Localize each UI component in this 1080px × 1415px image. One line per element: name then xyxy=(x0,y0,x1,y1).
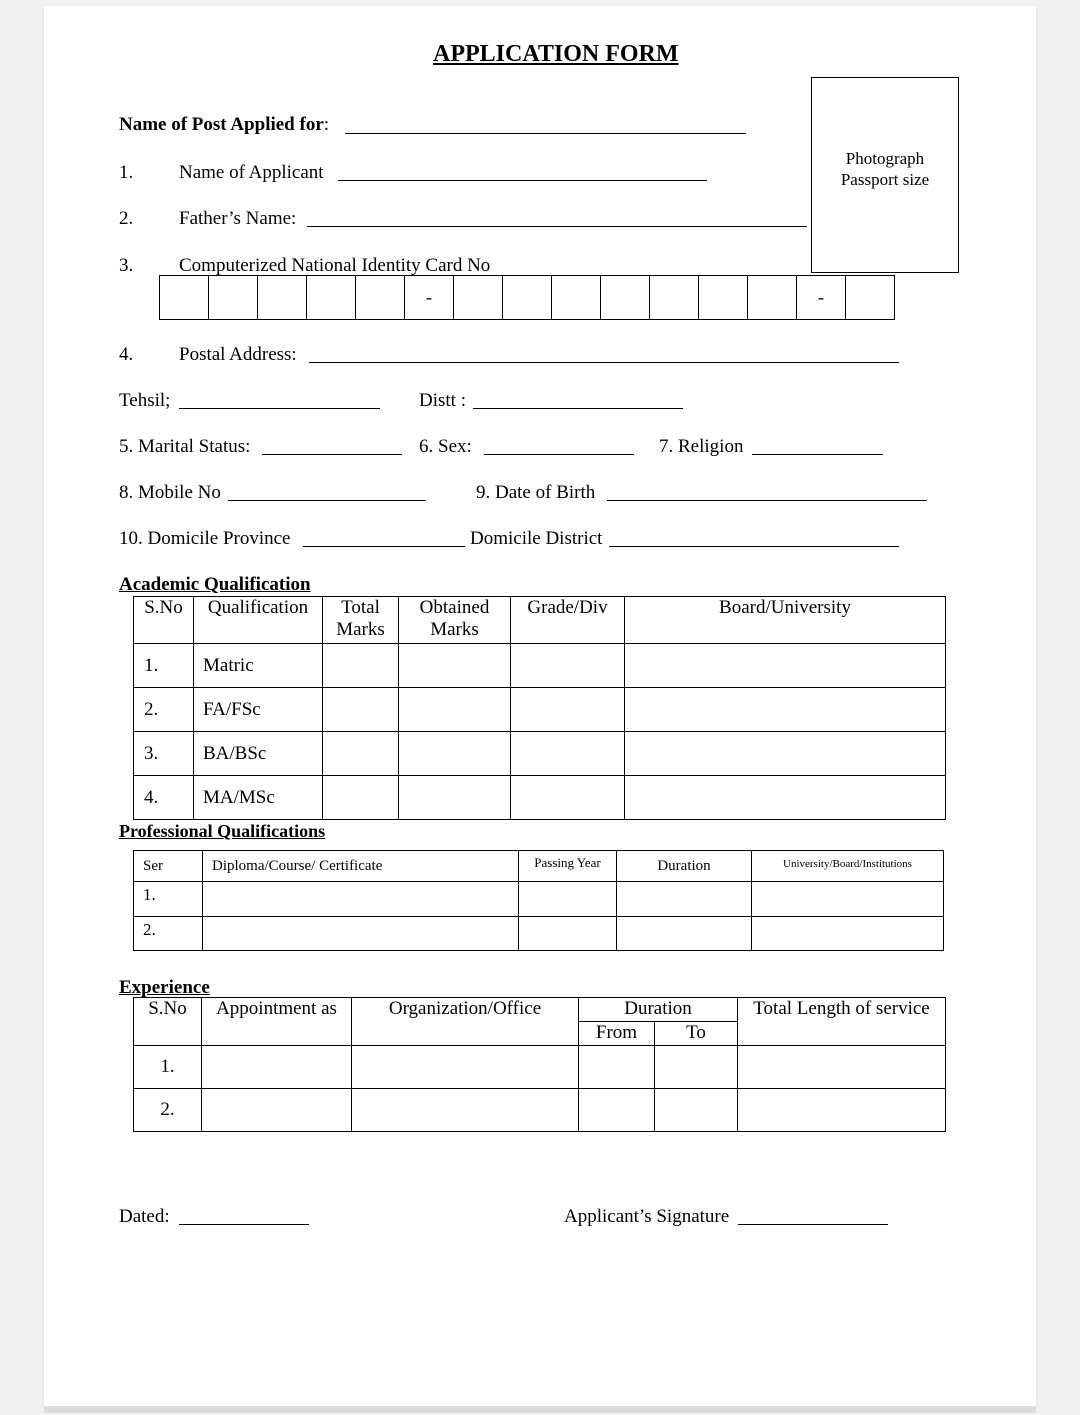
university-cell[interactable] xyxy=(752,917,944,951)
dated-label: Dated: xyxy=(119,1206,170,1227)
grade-cell[interactable] xyxy=(511,644,625,688)
duration-cell[interactable] xyxy=(617,917,752,951)
obtained-marks-cell[interactable] xyxy=(399,732,511,776)
dob-field[interactable] xyxy=(607,500,927,501)
row-sno: 2. xyxy=(134,688,194,732)
organization-cell[interactable] xyxy=(352,1089,579,1132)
cnic-digit-box[interactable] xyxy=(160,276,209,320)
table-row xyxy=(134,688,946,732)
grade-cell[interactable] xyxy=(511,688,625,732)
cnic-digit-box[interactable] xyxy=(699,276,748,320)
item-number-3: 3. xyxy=(119,255,134,276)
postal-address-field[interactable] xyxy=(309,362,899,363)
table-row xyxy=(134,1046,946,1089)
signature-label: Applicant’s Signature xyxy=(564,1206,730,1227)
table-row xyxy=(134,644,946,688)
table-row xyxy=(134,776,946,820)
row-qualification: FA/FSc xyxy=(194,688,323,732)
cnic-digit-box[interactable] xyxy=(748,276,797,320)
diploma-cell[interactable] xyxy=(203,882,519,917)
cnic-digit-box[interactable] xyxy=(258,276,307,320)
header-duration: Duration xyxy=(617,851,752,882)
row-sno: 4. xyxy=(134,776,194,820)
father-name-label: Father’s Name: xyxy=(179,208,297,229)
cnic-digit-box[interactable] xyxy=(503,276,552,320)
total-marks-cell[interactable] xyxy=(323,732,399,776)
total-length-cell[interactable] xyxy=(738,1046,946,1089)
to-cell[interactable] xyxy=(655,1089,738,1132)
row-sno: 3. xyxy=(134,732,194,776)
dated-field[interactable] xyxy=(179,1224,309,1225)
applicant-name-label: Name of Applicant xyxy=(179,162,324,183)
signature-field[interactable] xyxy=(738,1224,888,1225)
cnic-dash-box xyxy=(797,276,846,320)
obtained-marks-cell[interactable] xyxy=(399,688,511,732)
row-sno: 1. xyxy=(134,1046,202,1089)
header-to: To xyxy=(655,1022,738,1046)
marital-status-field[interactable] xyxy=(262,454,402,455)
header-qualification: Qualification xyxy=(194,597,323,644)
header-sno: S.No xyxy=(134,597,194,644)
page-bottom-edge xyxy=(44,1406,1036,1413)
cnic-digit-box[interactable] xyxy=(552,276,601,320)
item-number-2: 2. xyxy=(119,208,134,229)
from-cell[interactable] xyxy=(579,1046,655,1089)
tehsil-field[interactable] xyxy=(179,408,380,409)
header-passing-year: Passing Year xyxy=(519,851,617,882)
professional-header-row xyxy=(134,851,944,882)
distt-field[interactable] xyxy=(473,408,683,409)
sex-label: 6. Sex: xyxy=(419,436,472,457)
academic-heading: Academic Qualification xyxy=(119,574,311,595)
header-from: From xyxy=(579,1022,655,1046)
cnic-digit-box[interactable] xyxy=(356,276,405,320)
cnic-dash: - xyxy=(426,287,432,307)
cnic-digit-box[interactable] xyxy=(846,276,895,320)
table-row xyxy=(134,882,944,917)
religion-label: 7. Religion xyxy=(659,436,744,457)
row-ser: 2. xyxy=(134,917,203,951)
header-ser: Ser xyxy=(134,851,203,882)
dob-label: 9. Date of Birth xyxy=(476,482,596,503)
applicant-name-field[interactable] xyxy=(338,180,707,181)
header-university: University/Board/Institutions xyxy=(752,851,944,882)
board-cell[interactable] xyxy=(625,732,946,776)
table-row xyxy=(134,1089,946,1132)
header-total-length: Total Length of service xyxy=(738,998,946,1046)
board-cell[interactable] xyxy=(625,776,946,820)
passing-year-cell[interactable] xyxy=(519,917,617,951)
header-organization: Organization/Office xyxy=(352,998,579,1046)
row-ser: 1. xyxy=(134,882,203,917)
cnic-digit-box[interactable] xyxy=(454,276,503,320)
distt-label: Distt : xyxy=(419,390,466,411)
cnic-digit-box[interactable] xyxy=(650,276,699,320)
cnic-dash: - xyxy=(818,287,824,307)
mobile-label: 8. Mobile No xyxy=(119,482,221,503)
header-sno: S.No xyxy=(134,998,202,1046)
academic-header-row xyxy=(134,597,946,644)
father-name-field[interactable] xyxy=(307,226,807,227)
row-qualification: BA/BSc xyxy=(194,732,323,776)
board-cell[interactable] xyxy=(625,644,946,688)
duration-cell[interactable] xyxy=(617,882,752,917)
domicile-province-label: 10. Domicile Province xyxy=(119,528,291,549)
diploma-cell[interactable] xyxy=(203,917,519,951)
header-diploma: Diploma/Course/ Certificate xyxy=(203,851,519,882)
form-title: APPLICATION FORM xyxy=(433,41,679,67)
university-cell[interactable] xyxy=(752,882,944,917)
row-sno: 2. xyxy=(134,1089,202,1132)
header-board: Board/University xyxy=(625,597,946,644)
to-cell[interactable] xyxy=(655,1046,738,1089)
obtained-marks-cell[interactable] xyxy=(399,644,511,688)
board-cell[interactable] xyxy=(625,688,946,732)
experience-table xyxy=(133,997,946,1132)
header-grade: Grade/Div xyxy=(511,597,625,644)
table-row xyxy=(134,732,946,776)
header-total-marks: Total Marks xyxy=(323,597,399,644)
header-appointment: Appointment as xyxy=(202,998,352,1046)
row-qualification: Matric xyxy=(194,644,323,688)
grade-cell[interactable] xyxy=(511,776,625,820)
photograph-box[interactable] xyxy=(811,77,959,273)
total-marks-cell[interactable] xyxy=(323,776,399,820)
total-marks-cell[interactable] xyxy=(323,688,399,732)
experience-heading: Experience xyxy=(119,977,210,998)
post-applied-label: Name of Post Applied for: xyxy=(119,114,330,135)
item-number-1: 1. xyxy=(119,162,134,183)
cnic-boxes xyxy=(159,275,895,320)
row-qualification: MA/MSc xyxy=(194,776,323,820)
post-applied-field[interactable] xyxy=(345,133,746,134)
experience-header-row xyxy=(134,998,946,1022)
domicile-province-field[interactable] xyxy=(303,546,465,547)
header-obtained-marks: Obtained Marks xyxy=(399,597,511,644)
photo-label-line2: Passport size xyxy=(840,170,930,189)
appointment-cell[interactable] xyxy=(202,1089,352,1132)
mobile-field[interactable] xyxy=(228,500,426,501)
tehsil-label: Tehsil; xyxy=(119,390,171,411)
professional-table xyxy=(133,850,944,951)
marital-status-label: 5. Marital Status: xyxy=(119,436,251,457)
appointment-cell[interactable] xyxy=(202,1046,352,1089)
religion-field[interactable] xyxy=(752,454,883,455)
professional-heading: Professional Qualifications xyxy=(119,821,326,841)
cnic-digit-box[interactable] xyxy=(601,276,650,320)
cnic-label: Computerized National Identity Card No xyxy=(179,255,491,276)
item-number-4: 4. xyxy=(119,344,134,365)
total-length-cell[interactable] xyxy=(738,1089,946,1132)
academic-table xyxy=(133,596,946,820)
cnic-digit-box[interactable] xyxy=(209,276,258,320)
postal-address-label: Postal Address: xyxy=(179,344,297,365)
table-row xyxy=(134,917,944,951)
obtained-marks-cell[interactable] xyxy=(399,776,511,820)
cnic-digit-box[interactable] xyxy=(307,276,356,320)
header-duration: Duration xyxy=(579,998,738,1022)
row-sno: 1. xyxy=(134,644,194,688)
grade-cell[interactable] xyxy=(511,732,625,776)
sex-field[interactable] xyxy=(484,454,634,455)
total-marks-cell[interactable] xyxy=(323,644,399,688)
from-cell[interactable] xyxy=(579,1089,655,1132)
domicile-district-field[interactable] xyxy=(609,546,899,547)
domicile-district-label: Domicile District xyxy=(470,528,603,549)
organization-cell[interactable] xyxy=(352,1046,579,1089)
cnic-dash-box xyxy=(405,276,454,320)
passing-year-cell[interactable] xyxy=(519,882,617,917)
photo-label-line1: Photograph xyxy=(845,149,925,168)
